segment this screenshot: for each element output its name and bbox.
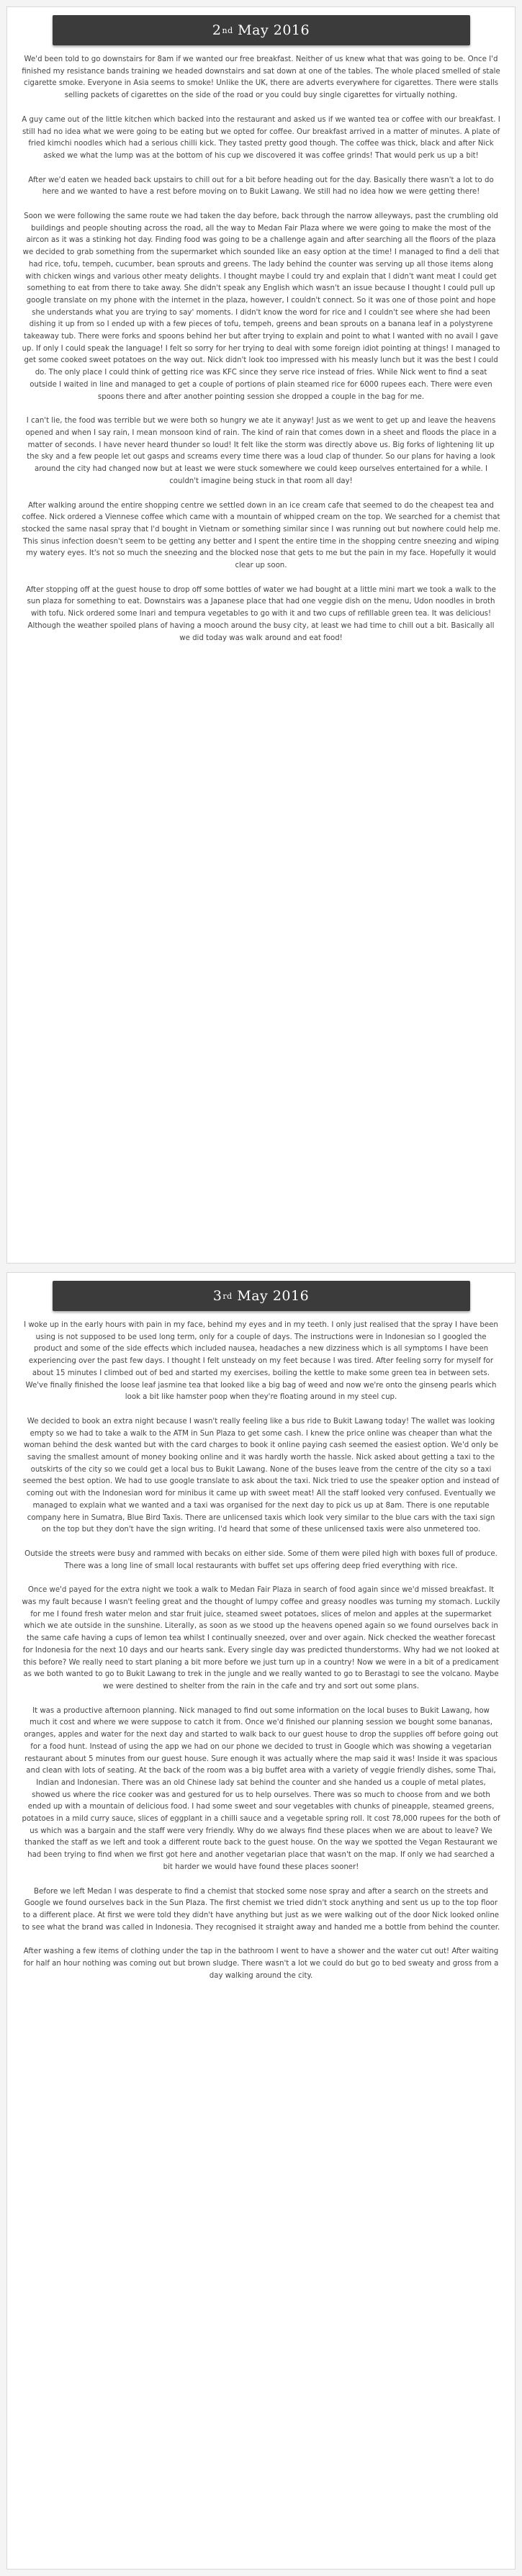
date-banner bbox=[53, 1281, 470, 1311]
date-suffix: rd bbox=[222, 1291, 233, 1301]
paragraph: After we'd eaten we headed back upstairs to chill out for a bit before heading out for the day. Basically there wasn't a lot to do here and we wanted to have a rest before moving on to Bukit Lawang. We still had no idea how we were getting there! bbox=[28, 176, 494, 197]
paragraph: I can't lie, the food was terrible but we were both so hungry we ate it anyway! Just as we went to get up and leave the heavens opened and when I say rain, I mean monsoon kind of rain. The kind of rain that comes down in a sheet and floods the place in a matter of seconds. I have never heard thunder so loud! It felt like the storm was directly above us. Big forks of lightening lit up the sky and a few people let out gasps and screams every time there was a loud clap of thunder. So our plans for having a look around the city had changed now but at least we were stuck somewhere we could keep ourselves entertained for a while. I couldn't imagine being stuck in that room all day! bbox=[25, 417, 497, 485]
paragraph: After walking around the entire shopping centre we settled down in an ice cream cafe that seemed to do the cheapest tea and coffee. Nick ordered a Viennese coffee which came with a mountain of whipped cream on the top. We searched for a chemist that stocked the same nasal spray that I'd bought in Vietnam or something similar since I was running out but nowhere could help me. This sinus infection doesn't seem to be getting any better and I spent the entire time in the shopping centre sneezing and wiping my watery eyes. It's not so much the sneezing and the blocked nose that gets to me but the pain in my face. Hopefully it would clear up soon. bbox=[22, 501, 501, 570]
journal-entry bbox=[6, 1272, 516, 2570]
journal-entry bbox=[6, 6, 516, 1264]
paragraph: After stopping off at the guest house to drop off some bottles of water we had bought at a little mini mart we took a walk to the sun plaza for something to eat. Downstairs was a Japanese place that had one veggie dish on the menu, Udon noodles in broth with tofu. Nick ordered some Inari and tempura vegetables to go with it and two cups of refillable green tea. It was delicious! Although the weather spoiled plans of having a mooch around the busy city, at least we had time to chill out a bit. Basically all we did today was walk around and eat food! bbox=[26, 585, 496, 642]
entry-body bbox=[7, 1311, 515, 1982]
paragraph: Once we'd payed for the extra night we took a walk to Medan Fair Plaza in search of food again since we'd missed breakfast. It was my fault because I wasn't feeling great and the thought of lumpy coffee and greasy noodles was turning my stomach. Luckily for me I found fresh water melon and star fruit juice, steamed sweet potatoes, slices of melon and apples at the supermarket which we ate outside in the sunshine. Literally, as soon as we stood up the heavens opened again so we found ourselves back in the same cafe having a cups of lemon tea whilst I continually sneezed, over and over again. Nick checked the weather forecast for Indonesia for the next 10 days and our hearts sank. Every single day was predicted thunderstorms. Why had we not looked at this before? We really need to start planing a bit more before we just turn up in a country! Now we were in a bit of a predicament as we both wanted to go to Bukit Lawang to trek in the jungle and we really wanted to go to Berastagi to see the volcano. Maybe we were destined to shelter from the rain in the cafe and try and sort out some plans. bbox=[22, 1586, 500, 1690]
paragraph: We'd been told to go downstairs for 8am if we wanted our free breakfast. Neither of us knew what that was going to be. Once I'd finished my resistance bands training we headed downstairs and sat down at one of the tables. The whole placed smelled of stale cigarette smoke. Everyone in Asia seems to smoke! Unlike the UK, there are adverts everywhere for cigarettes. There were stalls selling packets of cigarettes on the side of the road or you could buy single cigarettes for virtually nothing. bbox=[22, 55, 500, 100]
paragraph: Before we left Medan I was desperate to find a chemist that stocked some nose spray and after a search on the streets and Google we found ourselves back in the Sun Plaza. The first chemist we tried didn't stock anything and sent us up to the top floor to a different place. At first we were told they didn't have anything but just as we were walking out of the door Nick looked online to see what the brand was called in Indonesia. They recognised it straight away and handed me a bottle from behind the counter. bbox=[22, 1887, 500, 1932]
paragraph: We decided to book an extra night because I wasn't really feeling like a bus ride to Bukit Lawang today! The wallet was looking empty so we had to take a walk to the ATM in Sun Plaza to get some cash. I knew the price online was cheaper than what the woman behind the desk wanted but with the card charges to book it online paying cash seemed the easiest option. We'd only be saving the smallest amount of money booking online and it was hardly worth the hassle. Nick asked about getting a taxi to the outskirts of the city so we could get a local bus to Bukit Lawang. None of the buses leave from the centre of the city so a taxi seemed the best option. We had to use google translate to ask about the taxi. Nick tried to use the speaker option and instead of coming out with the Indonesian word for minibus it came up with sweet meat! All the staff looked very confused. Eventually we managed to explain what we wanted and a taxi was organised for the next day to pick us up at 8am. There is one reputable company here in Sumatra, Blue Bird Taxis. There are unlicensed taxis which look very similar to the blue cars with the taxi sign on the top but they don't have the sign writing. I'd heard that some of these unlicensed taxis were also unmetered too. bbox=[22, 1417, 500, 1534]
date-day: 2 bbox=[212, 22, 222, 38]
paragraph: I woke up in the early hours with pain in my face, behind my eyes and in my teeth. I only just realised that the spray I have been using is not supposed to be used long term, only for a couple of days. The instructions were in Indonesian so I googled the product and some of the side effects which included nausea, headaches a new dizziness which is all symptoms I have been experiencing over the past few days. I thought I felt unsteady on my feet because I was tired. After feeling sorry for myself for about 15 minutes I climbed out of bed and started my exercises, boiling the kettle to make some green tea in between sets. We've finally finished the loose leaf jasmine tea that looked like a big bag of weed and now we're onto the ginseng pearls which look a bit like hamster poop when they're floating around in my steel cup. bbox=[24, 1321, 498, 1402]
paragraph: It was a productive afternoon planning. Nick managed to find out some information on the local buses to Bukit Lawang, how much it cost and where we were suppose to catch it from. Once we'd finished our planning session we bought some bananas, oranges, apples and water for the next day and started to walk back to our guest house to drop the supplies off before going out for a food hunt. Instead of using the app we had on our phone we decided to trust in Google which was showing a vegetarian restaurant about 5 minutes from our guest house. Sure enough it was actually where the map said it was! Inside it was spacious and clean with lots of seating. At the back of the room was a big buffet area with a variety of veggie friendly dishes, some Thai, Indian and Indonesian. There was an old Chinese lady sat behind the counter and she handed us a couple of metal plates, showed us where the rice cooker was and gestured for us to help ourselves. There was so much to choose from and we both ended up with a mountain of delicious food. I had some sweet and sour vegetables with chunks of pineapple, steamed greens, potatoes in a mild curry sauce, slices of eggplant in a chilli sauce and a vegetable spring roll. It cost 78,000 rupees for the both of us which was a bargain and the staff were very friendly. Why do we always find these places when we are about to leave? We thanked the staff as we left and took a different route back to the guest house. On the way we spotted the Vegan Restaurant we had been trying to find when we first got here and another vegetarian place that wasn't on the map. If only we had searched a bit harder we would have found these places sooner! bbox=[22, 1706, 500, 1871]
date-month-year: May 2016 bbox=[238, 22, 310, 38]
paragraph: A guy came out of the little kitchen which backed into the restaurant and asked us if we wanted tea or coffee with our breakfast. I still had no idea what we were going to be eating but we opted for coffee. Our breakfast arrived in a matter of minutes. A plate of fried kimchi noodles which had a serious chilli kick. They tasted pretty good though. The coffee was thick, black and after Nick asked we what the lump was at the bottom of his cup we discovered it was coffee grinds! That would perk us up a bit! bbox=[22, 115, 500, 160]
date-banner bbox=[53, 15, 470, 45]
paragraph: Soon we were following the same route we had taken the day before, back through the narrow alleyways, past the crumbling old buildings and people shouting across the road, all the way to Medan Fair Plaza where we were going to make the most of the aircon as it was a stinking hot day. Finding food was going to be a challenge again and after searching all the floors of the plaza we decided to grab something from the supermarket which sounded like an easy option at the time! I managed to find a deli that had rice, tofu, tempeh, cucumber, bean sprouts and greens. The lady behind the counter was serving up all those items along with chicken wings and various other meaty delights. I thought maybe I could try and explain that I didn't want meat I could get something to eat from there to take away. She didn't speak any English which wasn't an issue because I thought I could pull up google translate on my phone with the internet in the plaza, however, I couldn't connect. So it was one of those point and hope she understands what you are trying to say' moments. I didn't know the word for rice and I couldn't see where she had been dishing it up from so I ended up with a few pieces of tofu, tempeh, greens and bean sprouts on a banana leaf in a polystyrene takeaway tub. There were forks and spoons behind her but after trying to explain and point to what I wanted with no avail I gave up. If only I could speak the language! I felt so sorry for her trying to deal with some foreign idiot pointing at things! I managed to get some cooked sweet potatoes on the way out. Nick didn't look too impressed with his measly lunch but it was the best I could do. The only place I could think of getting rice was KFC since they serve rice instead of fries. While Nick went to find a seat outside I waited in line and managed to get a couple of portions of plain steamed rice for 6000 rupees each. There were even spoons there and after another pointing session she dropped a couple in the bag for me. bbox=[22, 212, 500, 401]
paragraph: Outside the streets were busy and rammed with becaks on either side. Some of them were piled high with boxes full of produce. There was a long line of small local restaurants with buffet set ups offering deep fried everything with rice. bbox=[24, 1549, 498, 1570]
date-suffix: nd bbox=[222, 25, 233, 35]
entry-body bbox=[7, 45, 515, 644]
date-day: 3 bbox=[212, 1288, 222, 1304]
paragraph: After washing a few items of clothing under the tap in the bathroom I went to have a shower and the water cut out! After waiting for half an hour nothing was coming out but brown sludge. There wasn't a lot we could do but go to bed sweaty and gross from a day walking around the city. bbox=[23, 1947, 499, 1980]
date-month-year: May 2016 bbox=[237, 1288, 310, 1304]
